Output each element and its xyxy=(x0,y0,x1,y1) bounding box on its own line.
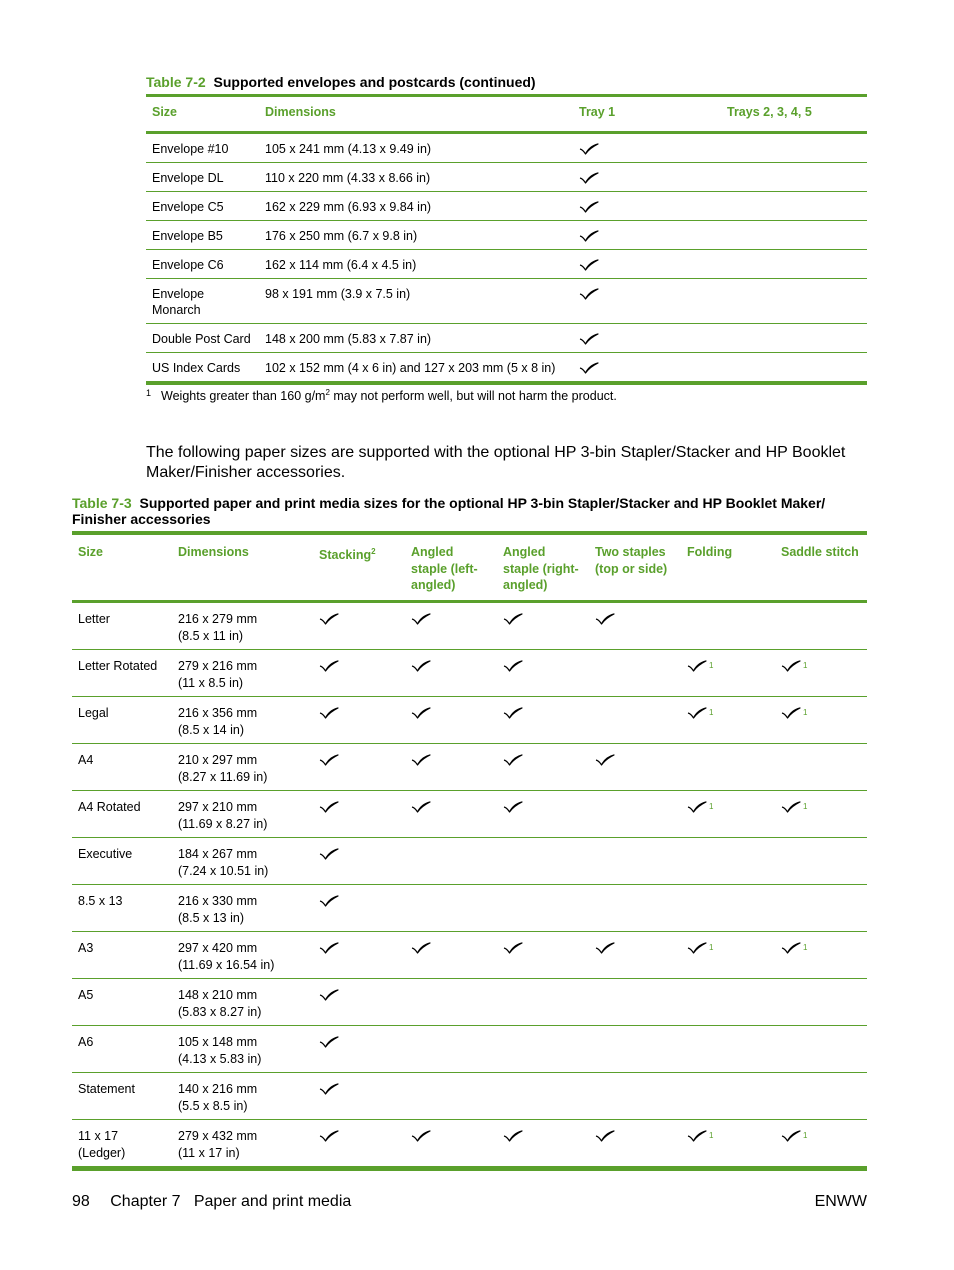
cell-angled-left xyxy=(405,744,497,791)
cell-saddle-stitch xyxy=(775,744,867,791)
cell-two-staples xyxy=(589,602,681,650)
table-row xyxy=(72,932,867,979)
cell-angled-right xyxy=(497,791,589,838)
checkmark-icon xyxy=(319,754,339,766)
cell-two-staples xyxy=(589,1073,681,1120)
col-header-two-staples: Two staples (top or side) xyxy=(589,533,681,602)
cell-two-staples xyxy=(589,838,681,885)
cell-angled-right xyxy=(497,885,589,932)
cell-stacking xyxy=(313,838,405,885)
cell-size: Envelope DL xyxy=(146,163,259,192)
checkmark-icon xyxy=(319,801,339,813)
cell-saddle-stitch xyxy=(775,1120,867,1169)
cell-saddle-stitch xyxy=(775,602,867,650)
cell-stacking xyxy=(313,650,405,697)
dimension-mm: 279 x 432 mm xyxy=(178,1129,258,1143)
checkmark-icon xyxy=(503,660,523,672)
dimension-mm: 210 x 297 mm xyxy=(178,753,258,767)
table-row xyxy=(72,979,867,1026)
checkmark-icon xyxy=(411,1130,431,1142)
cell-angled-left xyxy=(405,1073,497,1120)
cell-trays2345 xyxy=(721,163,867,192)
cell-folding xyxy=(681,650,775,697)
table-7-3-caption xyxy=(72,495,867,527)
footnote-ref: 1 xyxy=(803,1131,808,1140)
page-footer-right: ENWW xyxy=(814,1193,867,1210)
dimension-in: (5.5 x 8.5 in) xyxy=(178,1098,248,1113)
cell-folding xyxy=(681,1120,775,1169)
cell-folding xyxy=(681,932,775,979)
cell-angled-left xyxy=(405,1120,497,1169)
dimension-in: (11.69 x 8.27 in) xyxy=(178,816,268,831)
cell-tray1 xyxy=(573,353,721,384)
checkmark-icon xyxy=(579,172,599,184)
cell-angled-right xyxy=(497,1120,589,1169)
cell-dimensions xyxy=(172,932,313,979)
dimension-mm: 216 x 279 mm xyxy=(178,612,258,626)
col-header-trays2345: Trays 2, 3, 4, 5 xyxy=(721,96,867,133)
cell-trays2345 xyxy=(721,279,867,324)
checkmark-icon xyxy=(503,707,523,719)
cell-size: A4 Rotated xyxy=(72,791,172,838)
cell-two-staples xyxy=(589,697,681,744)
dimension-in: (4.13 x 5.83 in) xyxy=(178,1051,262,1066)
cell-folding xyxy=(681,744,775,791)
table-row xyxy=(146,192,867,221)
cell-folding xyxy=(681,838,775,885)
checkmark-icon xyxy=(411,942,431,954)
cell-angled-left xyxy=(405,697,497,744)
checkmark-icon xyxy=(595,613,615,625)
cell-saddle-stitch xyxy=(775,979,867,1026)
checkmark-icon xyxy=(579,259,599,271)
checkmark-icon xyxy=(781,660,801,672)
footnote-ref: 1 xyxy=(803,802,808,811)
table-row xyxy=(72,791,867,838)
checkmark-icon xyxy=(411,801,431,813)
cell-dimensions: 148 x 200 mm (5.83 x 7.87 in) xyxy=(259,324,573,353)
checkmark-icon xyxy=(411,754,431,766)
checkmark-icon xyxy=(595,942,615,954)
cell-two-staples xyxy=(589,932,681,979)
table-row xyxy=(72,1026,867,1073)
table-row xyxy=(72,650,867,697)
cell-angled-right xyxy=(497,650,589,697)
checkmark-icon xyxy=(411,707,431,719)
cell-stacking xyxy=(313,979,405,1026)
cell-dimensions xyxy=(172,1120,313,1169)
checkmark-icon xyxy=(319,660,339,672)
footnote-ref: 1 xyxy=(803,661,808,670)
checkmark-icon xyxy=(579,143,599,155)
col-header-angled-left: Angled staple (left-angled) xyxy=(405,533,497,602)
cell-saddle-stitch xyxy=(775,885,867,932)
cell-stacking xyxy=(313,932,405,979)
dimension-in: (8.5 x 13 in) xyxy=(178,910,245,925)
cell-stacking xyxy=(313,697,405,744)
checkmark-icon xyxy=(687,1130,707,1142)
cell-angled-left xyxy=(405,650,497,697)
cell-angled-left xyxy=(405,838,497,885)
cell-angled-left xyxy=(405,791,497,838)
checkmark-icon xyxy=(319,1130,339,1142)
cell-size: Letter Rotated xyxy=(72,650,172,697)
col-header-size: Size xyxy=(72,533,172,602)
dimension-mm: 279 x 216 mm xyxy=(178,659,258,673)
cell-two-staples xyxy=(589,650,681,697)
cell-dimensions xyxy=(172,650,313,697)
cell-angled-right xyxy=(497,1073,589,1120)
cell-saddle-stitch xyxy=(775,650,867,697)
cell-dimensions: 176 x 250 mm (6.7 x 9.8 in) xyxy=(259,221,573,250)
cell-size: Envelope B5 xyxy=(146,221,259,250)
table-row xyxy=(146,250,867,279)
table-7-2-caption xyxy=(146,74,536,90)
checkmark-icon xyxy=(687,942,707,954)
cell-size: Legal xyxy=(72,697,172,744)
cell-size: Double Post Card xyxy=(146,324,259,353)
checkmark-icon xyxy=(319,613,339,625)
table-row xyxy=(146,221,867,250)
cell-size: Letter xyxy=(72,602,172,650)
checkmark-icon xyxy=(595,1130,615,1142)
cell-dimensions xyxy=(172,697,313,744)
cell-dimensions xyxy=(172,1026,313,1073)
cell-angled-left xyxy=(405,885,497,932)
table-7-2 xyxy=(146,94,867,385)
cell-dimensions xyxy=(172,838,313,885)
cell-stacking xyxy=(313,1026,405,1073)
cell-dimensions xyxy=(172,1073,313,1120)
dimension-mm: 148 x 210 mm xyxy=(178,988,258,1002)
cell-stacking xyxy=(313,791,405,838)
cell-angled-right xyxy=(497,697,589,744)
footnote-ref: 1 xyxy=(803,708,808,717)
footnote-number: 1 xyxy=(146,388,152,398)
checkmark-icon xyxy=(781,801,801,813)
checkmark-icon xyxy=(687,707,707,719)
footnote-ref: 1 xyxy=(709,943,714,952)
checkmark-icon xyxy=(503,754,523,766)
cell-saddle-stitch xyxy=(775,697,867,744)
cell-folding xyxy=(681,1026,775,1073)
page-footer-left xyxy=(72,1193,351,1211)
table-number: Table 7-2 xyxy=(146,74,206,90)
dimension-mm: 216 x 356 mm xyxy=(178,706,258,720)
cell-stacking xyxy=(313,1120,405,1169)
cell-size: Envelope #10 xyxy=(146,133,259,163)
cell-folding xyxy=(681,885,775,932)
checkmark-icon xyxy=(319,1036,339,1048)
cell-trays2345 xyxy=(721,221,867,250)
footnote-text-pre: Weights greater than 160 g/m xyxy=(161,389,326,404)
dimension-mm: 140 x 216 mm xyxy=(178,1082,258,1096)
cell-tray1 xyxy=(573,133,721,163)
dimension-mm: 184 x 267 mm xyxy=(178,847,258,861)
footnote-text-post: may not perform well, but will not harm the product. xyxy=(329,389,617,404)
cell-trays2345 xyxy=(721,192,867,221)
cell-size: Envelope Monarch xyxy=(146,279,259,324)
cell-stacking xyxy=(313,744,405,791)
table-row xyxy=(146,324,867,353)
cell-tray1 xyxy=(573,221,721,250)
cell-two-staples xyxy=(589,1120,681,1169)
table-row xyxy=(72,838,867,885)
stacking-label: Stacking xyxy=(319,548,372,563)
cell-tray1 xyxy=(573,324,721,353)
cell-angled-right xyxy=(497,1026,589,1073)
dimension-in: (11 x 8.5 in) xyxy=(178,675,244,690)
checkmark-icon xyxy=(411,613,431,625)
footnote-ref: 1 xyxy=(709,1131,714,1140)
cell-dimensions xyxy=(172,979,313,1026)
checkmark-icon xyxy=(687,660,707,672)
cell-stacking xyxy=(313,885,405,932)
cell-stacking xyxy=(313,1073,405,1120)
cell-angled-right xyxy=(497,744,589,791)
table-row xyxy=(72,602,867,650)
checkmark-icon xyxy=(579,201,599,213)
cell-dimensions xyxy=(172,791,313,838)
table-7-3 xyxy=(72,531,867,1171)
cell-angled-left xyxy=(405,1026,497,1073)
cell-size: A4 xyxy=(72,744,172,791)
footnote-superscript: 2 xyxy=(325,388,330,397)
table-row xyxy=(146,279,867,324)
checkmark-icon xyxy=(319,942,339,954)
cell-size: Executive xyxy=(72,838,172,885)
table-row xyxy=(72,1120,867,1169)
checkmark-icon xyxy=(503,1130,523,1142)
checkmark-icon xyxy=(503,801,523,813)
table-row xyxy=(72,697,867,744)
checkmark-icon xyxy=(579,333,599,345)
checkmark-icon xyxy=(319,989,339,1001)
cell-size: Envelope C5 xyxy=(146,192,259,221)
checkmark-icon xyxy=(411,660,431,672)
col-header-stacking xyxy=(313,533,405,602)
checkmark-icon xyxy=(781,707,801,719)
cell-angled-right xyxy=(497,838,589,885)
cell-two-staples xyxy=(589,744,681,791)
checkmark-icon xyxy=(781,1130,801,1142)
footnote-ref: 1 xyxy=(803,943,808,952)
cell-tray1 xyxy=(573,279,721,324)
dimension-in: (11.69 x 16.54 in) xyxy=(178,957,275,972)
col-header-dimensions: Dimensions xyxy=(259,96,573,133)
checkmark-icon xyxy=(319,895,339,907)
checkmark-icon xyxy=(579,362,599,374)
table-number: Table 7-3 xyxy=(72,495,132,511)
cell-dimensions xyxy=(172,885,313,932)
chapter-title: Chapter 7 Paper and print media xyxy=(110,1193,352,1210)
cell-tray1 xyxy=(573,163,721,192)
col-header-folding: Folding xyxy=(681,533,775,602)
checkmark-icon xyxy=(503,613,523,625)
dimension-mm: 297 x 210 mm xyxy=(178,800,258,814)
col-header-saddle-stitch: Saddle stitch xyxy=(775,533,867,602)
page-number: 98 xyxy=(72,1193,90,1210)
cell-saddle-stitch xyxy=(775,1073,867,1120)
cell-angled-right xyxy=(497,979,589,1026)
cell-folding xyxy=(681,979,775,1026)
table-row xyxy=(146,163,867,192)
cell-size: A3 xyxy=(72,932,172,979)
dimension-in: (8.27 x 11.69 in) xyxy=(178,769,268,784)
checkmark-icon xyxy=(319,1083,339,1095)
table-row xyxy=(146,133,867,163)
table-title: Supported envelopes and postcards (continued) xyxy=(213,74,536,90)
checkmark-icon xyxy=(319,707,339,719)
dimension-in: (8.5 x 14 in) xyxy=(178,722,245,737)
footnote-ref: 1 xyxy=(709,661,714,670)
cell-dimensions: 162 x 229 mm (6.93 x 9.84 in) xyxy=(259,192,573,221)
col-header-angled-right: Angled staple (right-angled) xyxy=(497,533,589,602)
checkmark-icon xyxy=(503,942,523,954)
cell-dimensions xyxy=(172,602,313,650)
cell-two-staples xyxy=(589,979,681,1026)
table-row xyxy=(72,1073,867,1120)
table-footnote xyxy=(146,388,617,403)
table-row xyxy=(72,744,867,791)
cell-folding xyxy=(681,1073,775,1120)
checkmark-icon xyxy=(579,288,599,300)
cell-size: US Index Cards xyxy=(146,353,259,384)
cell-saddle-stitch xyxy=(775,932,867,979)
dimension-mm: 105 x 148 mm xyxy=(178,1035,258,1049)
cell-trays2345 xyxy=(721,250,867,279)
cell-dimensions: 98 x 191 mm (3.9 x 7.5 in) xyxy=(259,279,573,324)
cell-size: Envelope C6 xyxy=(146,250,259,279)
table-row xyxy=(72,885,867,932)
cell-dimensions: 105 x 241 mm (4.13 x 9.49 in) xyxy=(259,133,573,163)
cell-saddle-stitch xyxy=(775,838,867,885)
cell-angled-left xyxy=(405,932,497,979)
cell-size: A5 xyxy=(72,979,172,1026)
checkmark-icon xyxy=(687,801,707,813)
cell-trays2345 xyxy=(721,324,867,353)
cell-size: A6 xyxy=(72,1026,172,1073)
dimension-in: (8.5 x 11 in) xyxy=(178,628,244,643)
cell-trays2345 xyxy=(721,133,867,163)
cell-size: 11 x 17 (Ledger) xyxy=(72,1120,172,1169)
checkmark-icon xyxy=(781,942,801,954)
cell-angled-left xyxy=(405,979,497,1026)
cell-trays2345 xyxy=(721,353,867,384)
cell-saddle-stitch xyxy=(775,1026,867,1073)
cell-folding xyxy=(681,697,775,744)
checkmark-icon xyxy=(579,230,599,242)
checkmark-icon xyxy=(595,754,615,766)
cell-dimensions xyxy=(172,744,313,791)
table-row xyxy=(146,353,867,384)
cell-size: Statement xyxy=(72,1073,172,1120)
dimension-in: (7.24 x 10.51 in) xyxy=(178,863,269,878)
col-header-tray1: Tray 1 xyxy=(573,96,721,133)
dimension-mm: 216 x 330 mm xyxy=(178,894,258,908)
cell-dimensions: 162 x 114 mm (6.4 x 4.5 in) xyxy=(259,250,573,279)
table-title: Supported paper and print media sizes for the optional HP 3-bin Stapler/Stacker and HP Booklet Maker/ Finisher accessories xyxy=(72,495,826,527)
cell-stacking xyxy=(313,602,405,650)
cell-angled-right xyxy=(497,602,589,650)
footnote-ref: 1 xyxy=(709,802,714,811)
footnote-ref: 1 xyxy=(709,708,714,717)
cell-tray1 xyxy=(573,250,721,279)
cell-two-staples xyxy=(589,791,681,838)
col-header-dimensions: Dimensions xyxy=(172,533,313,602)
body-paragraph: The following paper sizes are supported with the optional HP 3-bin Stapler/Stacker and HP Booklet Maker/Finisher accessories. xyxy=(146,444,846,481)
cell-size: 8.5 x 13 xyxy=(72,885,172,932)
checkmark-icon xyxy=(319,848,339,860)
col-header-size: Size xyxy=(146,96,259,133)
cell-angled-right xyxy=(497,932,589,979)
dimension-in: (11 x 17 in) xyxy=(178,1145,240,1160)
cell-angled-left xyxy=(405,602,497,650)
cell-dimensions: 110 x 220 mm (4.33 x 8.66 in) xyxy=(259,163,573,192)
cell-folding xyxy=(681,602,775,650)
cell-two-staples xyxy=(589,1026,681,1073)
dimension-in: (5.83 x 8.27 in) xyxy=(178,1004,262,1019)
cell-folding xyxy=(681,791,775,838)
dimension-mm: 297 x 420 mm xyxy=(178,941,258,955)
cell-tray1 xyxy=(573,192,721,221)
cell-saddle-stitch xyxy=(775,791,867,838)
stacking-footnote-ref: 2 xyxy=(371,547,376,556)
cell-two-staples xyxy=(589,885,681,932)
cell-dimensions: 102 x 152 mm (4 x 6 in) and 127 x 203 mm (5 x 8 in) xyxy=(259,353,573,384)
